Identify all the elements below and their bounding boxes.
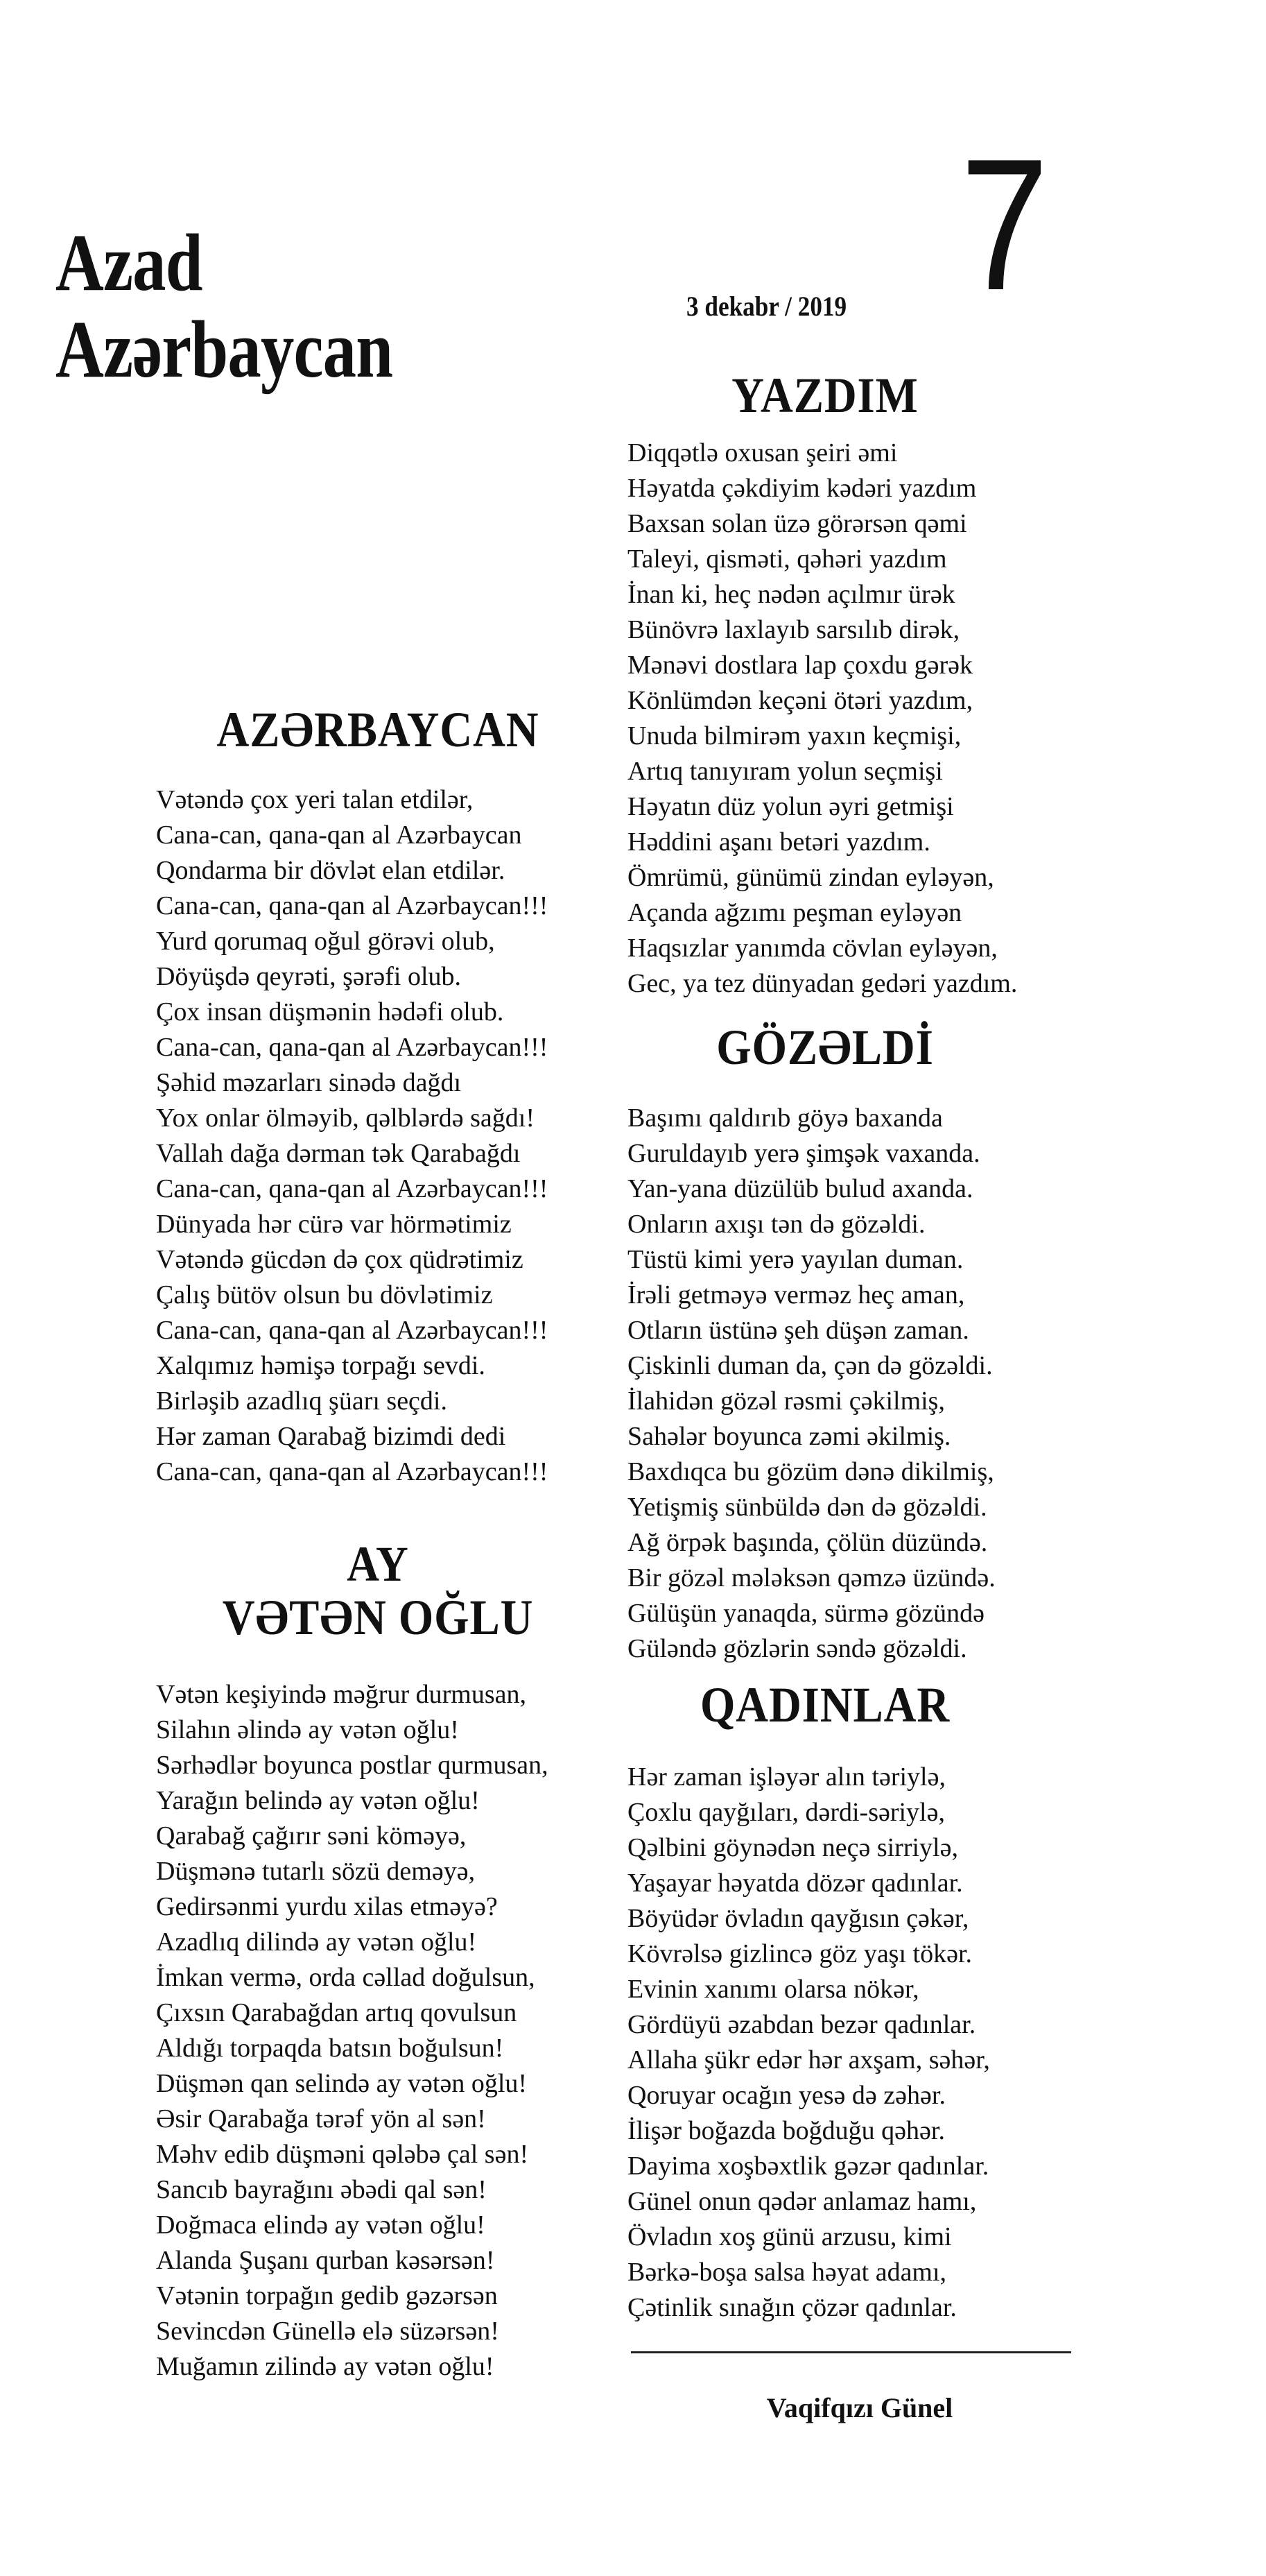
poem-line: Gec, ya tez dünyadan gedəri yazdım.	[627, 969, 1018, 998]
poem-qadinlar	[627, 1760, 990, 2326]
poem-line: Vətən keşiyində məğrur durmusan,	[156, 1680, 526, 1709]
poem-line: Taleyi, qisməti, qəhəri yazdım	[627, 544, 947, 574]
divider-line	[631, 2351, 1071, 2353]
poem-line: Düşmən qan selində ay vətən oğlu!	[156, 2069, 528, 2098]
poem-line: Düşmənə tutarlı sözü deməyə,	[156, 1857, 476, 1886]
poem-line: Ağ örpək başında, çölün düzündə.	[627, 1528, 988, 1557]
poem-yazdim	[627, 436, 1017, 1002]
poem-line: Günel onun qədər anlamaz hamı,	[627, 2187, 977, 2216]
poem-title-veten-oglu: VƏTƏN OĞLU	[222, 1590, 534, 1645]
poem-line: Azadlıq dilində ay vətən oğlu!	[156, 1927, 477, 1957]
poem-line: Çoxlu qayğıları, dərdi-səriylə,	[627, 1798, 945, 1827]
poem-title-azerbaycan: AZƏRBAYCAN	[216, 702, 539, 757]
poem-line: İlişər boğazda boğduğu qəhər.	[627, 2116, 945, 2145]
poem-line: Yetişmiş sünbüldə dən də gözəldi.	[627, 1493, 987, 1522]
poem-line: Diqqətlə oxusan şeiri əmi	[627, 438, 898, 467]
poem-line: Cana-can, qana-qan al Azərbaycan!!!	[156, 1457, 548, 1486]
poem-line: Qəlbini göynədən neçə sirriylə,	[627, 1833, 958, 1862]
poem-line: Cana-can, qana-qan al Azərbaycan	[156, 821, 522, 850]
poem-line: Vallah dağa dərman tək Qarabağdı	[156, 1139, 521, 1168]
poem-line: Gördüyü əzabdan bezər qadınlar.	[627, 2010, 976, 2039]
poem-line: Həddini aşanı betəri yazdım.	[627, 827, 930, 857]
poem-line: Həyatın düz yolun əyri getmişi	[627, 792, 954, 821]
poem-title-qadinlar: QADINLAR	[700, 1677, 951, 1733]
poem-line: Çalış bütöv olsun bu dövlətimiz	[156, 1280, 493, 1310]
poem-line: Dayima xoşbəxtlik gəzər qadınlar.	[627, 2152, 989, 2181]
poem-line: Artıq tanıyıram yolun seçmişi	[627, 757, 943, 786]
poem-line: Birləşib azadlıq şüarı seçdi.	[156, 1386, 447, 1416]
poem-line: Açanda ağzımı peşman eyləyən	[627, 898, 962, 927]
poem-line: Qondarma bir dövlət elan etdilər.	[156, 856, 505, 885]
poem-line: Cana-can, qana-qan al Azərbaycan!!!	[156, 891, 548, 920]
poem-line: Çox insan düşmənin hədəfi olub.	[156, 997, 504, 1027]
poem-title-gozeldi: GÖZƏLDİ	[716, 1020, 934, 1075]
poem-line: Gülüşün yanaqda, sürmə gözündə	[627, 1599, 985, 1628]
poem-line: Doğmaca elində ay vətən oğlu!	[156, 2210, 485, 2240]
poem-line: Yurd qorumaq oğul görəvi olub,	[156, 927, 495, 956]
poem-title-ay: AY	[347, 1536, 409, 1592]
poem-line: Dünyada hər cürə var hörmətimiz	[156, 1210, 512, 1239]
poem-line: Muğamın zilində ay vətən oğlu!	[156, 2352, 494, 2381]
poem-line: Yaşayar həyatda dözər qadınlar.	[627, 1869, 963, 1898]
poem-line: Başımı qaldırıb göyə baxanda	[627, 1104, 943, 1133]
poem-line: Sancıb bayrağını əbədi qal sən!	[156, 2175, 487, 2204]
poem-line: Hər zaman işləyər alın təriylə,	[627, 1762, 946, 1792]
poem-veten-oglu	[156, 1677, 548, 2385]
poem-gozeldi	[627, 1101, 996, 1667]
poem-line: Şəhid məzarları sinədə dağdı	[156, 1068, 462, 1097]
poem-line: Bir gözəl mələksən qəmzə üzündə.	[627, 1563, 996, 1592]
poem-line: Güləndə gözlərin səndə gözəldi.	[627, 1634, 967, 1663]
poem-line: Vətənin torpağın gedib gəzərsən	[156, 2281, 498, 2310]
poem-line: Guruldayıb yerə şimşək vaxanda.	[627, 1139, 980, 1168]
poem-line: Xalqımız həmişə torpağı sevdi.	[156, 1351, 485, 1380]
poem-line: Sevincdən Günellə elə süzərsən!	[156, 2317, 499, 2346]
poem-line: Alanda Şuşanı qurban kəsərsən!	[156, 2246, 495, 2275]
poem-line: Onların axışı tən də gözəldi.	[627, 1210, 926, 1239]
poem-line: Çətinlik sınağın çözər qadınlar.	[627, 2293, 957, 2322]
poem-line: Mənəvi dostlara lap çoxdu gərək	[627, 651, 973, 680]
poem-line: Bərkə-boşa salsa həyat adamı,	[627, 2258, 947, 2287]
poem-line: Böyüdər övladın qayğısın çəkər,	[627, 1904, 969, 1933]
poem-line: Otların üstünə şeh düşən zaman.	[627, 1316, 969, 1345]
poem-line: Silahın əlində ay vətən oğlu!	[156, 1715, 459, 1744]
poem-line: Hər zaman Qarabağ bizimdi dedi	[156, 1422, 506, 1451]
poem-line: Vətəndə gücdən də çox qüdrətimiz	[156, 1245, 523, 1274]
poem-line: Kövrəlsə gizlincə göz yaşı tökər.	[627, 1939, 973, 1968]
poem-line: Sərhədlər boyunca postlar qurmusan,	[156, 1751, 548, 1780]
poem-line: Çiskinli duman da, çən də gözəldi.	[627, 1351, 993, 1380]
poem-line: Çıxsın Qarabağdan artıq qovulsun	[156, 1998, 517, 2027]
masthead-line2: Azərbaycan	[55, 304, 393, 395]
poem-line: Baxdıqca bu gözüm dənə dikilmiş,	[627, 1457, 994, 1486]
poem-line: Sahələr boyunca zəmi əkilmiş.	[627, 1422, 951, 1451]
poem-azerbaycan	[156, 782, 548, 1490]
poem-line: Evinin xanımı olarsa nökər,	[627, 1975, 919, 2004]
poem-line: Aldığı torpaqda batsın boğulsun!	[156, 2034, 504, 2063]
poem-line: Yarağın belində ay vətən oğlu!	[156, 1786, 480, 1815]
poem-line: İlahidən gözəl rəsmi çəkilmiş,	[627, 1386, 945, 1416]
poem-line: Bünövrə laxlayıb sarsılıb dirək,	[627, 615, 960, 644]
poem-line: Qoruyar ocağın yesə də zəhər.	[627, 2081, 946, 2110]
poem-line: Cana-can, qana-qan al Azərbaycan!!!	[156, 1316, 548, 1345]
author-name: Vaqifqızı Günel	[766, 2392, 953, 2423]
poem-line: Ömrümü, günümü zindan eyləyən,	[627, 863, 994, 892]
poem-line: Baxsan solan üzə görərsən qəmi	[627, 509, 967, 538]
issue-date: 3 dekabr / 2019	[686, 291, 847, 322]
poem-line: Qarabağ çağırır səni köməyə,	[156, 1821, 467, 1851]
poem-line: Vətəndə çox yeri talan etdilər,	[156, 785, 474, 814]
poem-line: Döyüşdə qeyrəti, şərəfi olub.	[156, 962, 462, 991]
poem-title-yazdim: YAZDIM	[731, 368, 919, 423]
poem-line: Haqsızlar yanımda cövlan eyləyən,	[627, 934, 998, 963]
poem-line: Yox onlar ölməyib, qəlblərdə sağdı!	[156, 1104, 535, 1133]
poem-line: Könlümdən keçəni ötəri yazdım,	[627, 686, 973, 715]
page-number: 7	[960, 121, 1049, 329]
poem-line: Cana-can, qana-qan al Azərbaycan!!!	[156, 1033, 548, 1062]
poem-line: Unuda bilmirəm yaxın keçmişi,	[627, 721, 962, 750]
poem-line: İnan ki, heç nədən açılmır ürək	[627, 580, 955, 609]
poem-line: Gedirsənmi yurdu xilas etməyə?	[156, 1892, 498, 1921]
masthead-line1: Azad	[55, 217, 202, 308]
poem-line: Cana-can, qana-qan al Azərbaycan!!!	[156, 1174, 548, 1203]
poem-line: Həyatda çəkdiyim kədəri yazdım	[627, 474, 977, 503]
poem-line: Allaha şükr edər hər axşam, səhər,	[627, 2045, 990, 2075]
poem-line: Tüstü kimi yerə yayılan duman.	[627, 1245, 964, 1274]
poem-line: İrəli getməyə verməz heç aman,	[627, 1280, 965, 1310]
poem-line: İmkan vermə, orda cəllad doğulsun,	[156, 1963, 535, 1992]
poem-line: Məhv edib düşməni qələbə çal sən!	[156, 2140, 529, 2169]
poem-line: Övladın xoş günü arzusu, kimi	[627, 2222, 952, 2251]
poem-line: Yan-yana düzülüb bulud axanda.	[627, 1174, 973, 1203]
poem-line: Əsir Qarabağa tərəf yön al sən!	[156, 2104, 486, 2133]
